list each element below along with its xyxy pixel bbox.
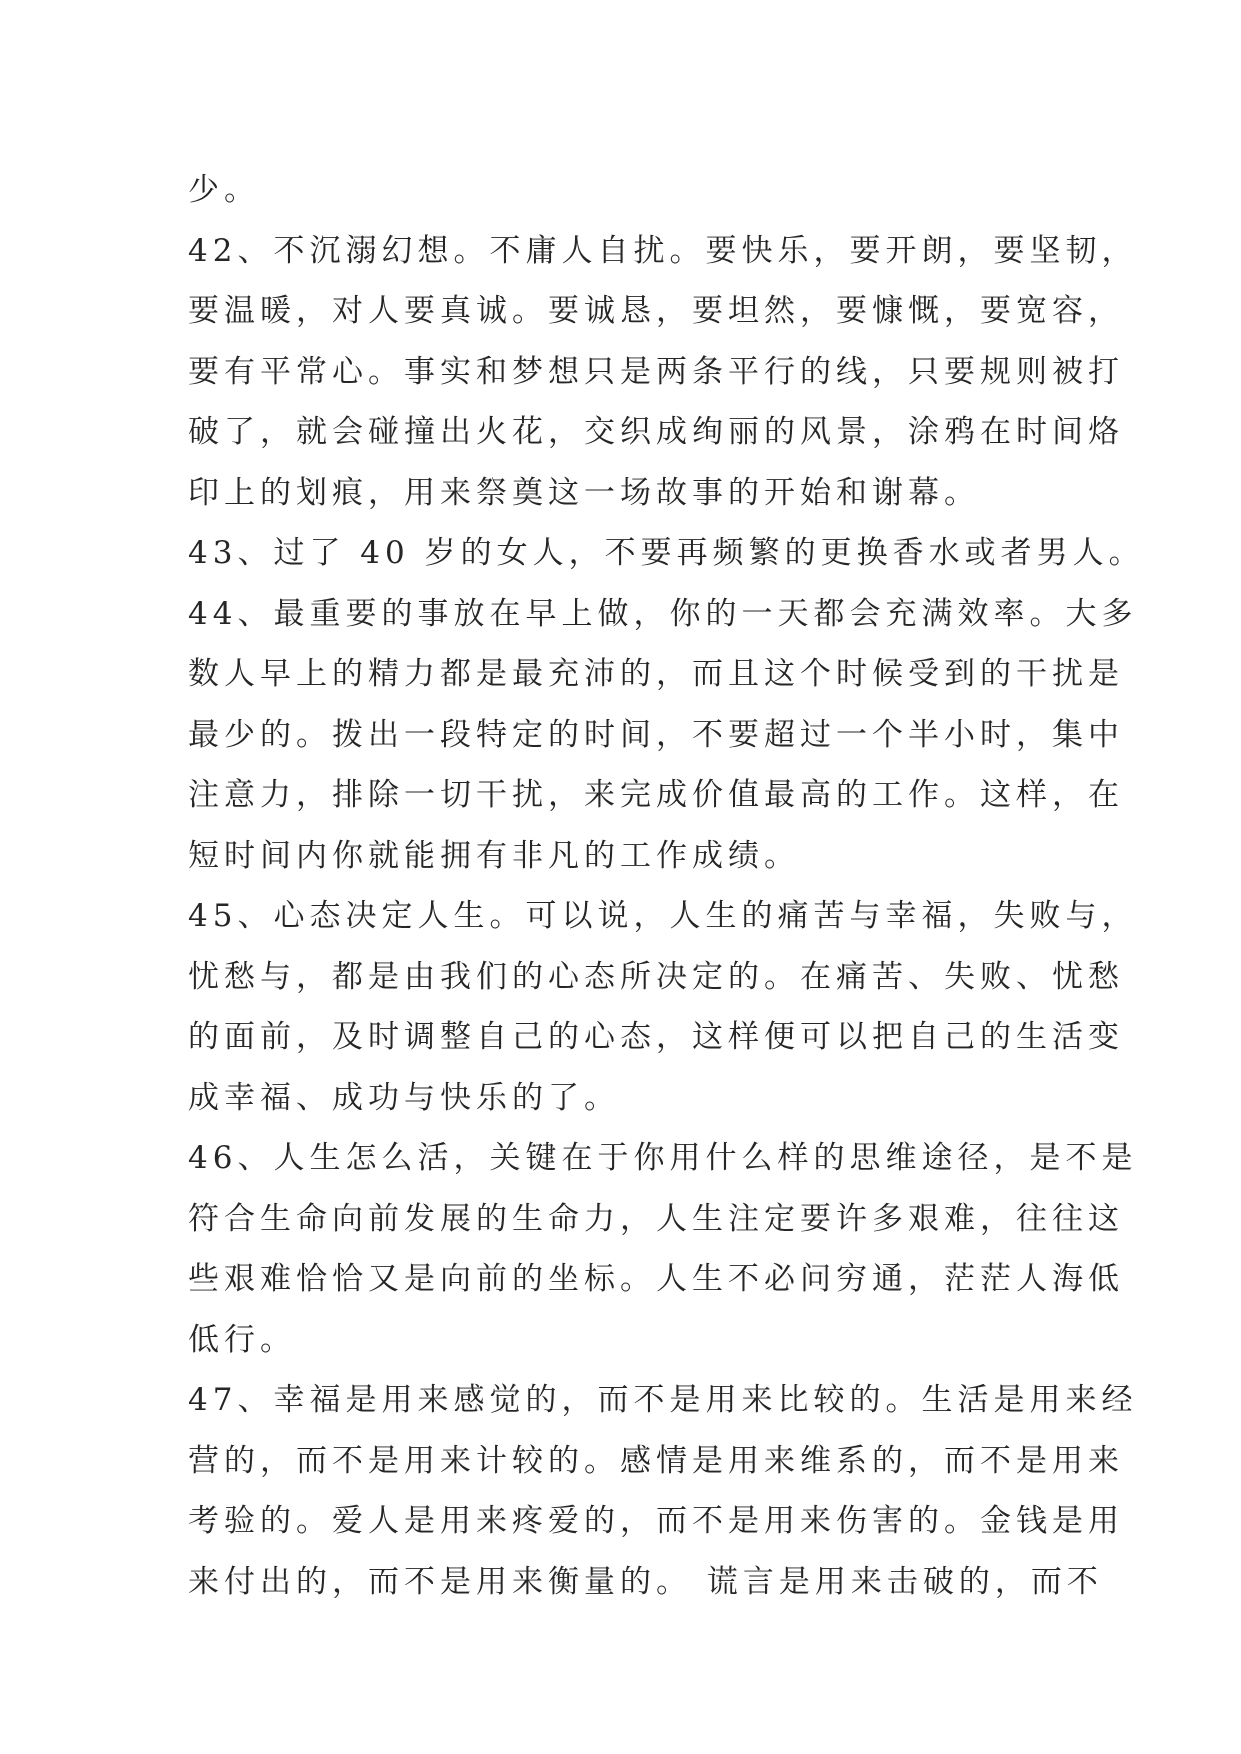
text-line: 47、幸福是用来感觉的，而不是用来比较的。生活是用来经 bbox=[188, 1382, 1138, 1418]
text-line: 42、不沉溺幻想。不庸人自扰。要快乐，要开朗，要坚韧， bbox=[188, 232, 1138, 269]
body-text bbox=[188, 160, 1145, 1612]
text-line: 少。 bbox=[188, 172, 260, 208]
text-line: 忧愁与，都是由我们的心态所决定的。在痛苦、失败、忧愁 bbox=[188, 958, 1124, 995]
text-line: 短时间内你就能拥有非凡的工作成绩。 bbox=[188, 837, 800, 874]
text-line: 符合生命向前发展的生命力，人生注定要许多艰难，往往这 bbox=[188, 1200, 1124, 1237]
text-line: 最少的。拨出一段特定的时间，不要超过一个半小时，集中 bbox=[188, 716, 1124, 753]
text-line: 数人早上的精力都是最充沛的，而且这个时候受到的干扰是 bbox=[188, 656, 1124, 692]
text-line: 考验的。爱人是用来疼爱的，而不是用来伤害的。金钱是用 bbox=[188, 1503, 1124, 1539]
text-line: 43、过了 40 岁的女人，不要再频繁的更换香水或者男人。 bbox=[188, 535, 1145, 571]
text-line: 些艰难恰恰又是向前的坐标。人生不必问穷通，茫茫人海低 bbox=[188, 1261, 1124, 1297]
text-line: 破了，就会碰撞出火花，交织成绚丽的风景，涂鸦在时间烙 bbox=[188, 414, 1124, 450]
text-line: 要有平常心。事实和梦想只是两条平行的线，只要规则被打 bbox=[188, 353, 1124, 390]
text-line: 来付出的，而不是用来衡量的。 谎言是用来击破的，而不 bbox=[188, 1563, 1103, 1600]
text-line: 低行。 bbox=[188, 1321, 296, 1358]
text-line: 44、最重要的事放在早上做，你的一天都会充满效率。大多 bbox=[188, 595, 1138, 632]
text-line: 46、人生怎么活，关键在于你用什么样的思维途径，是不是 bbox=[188, 1140, 1138, 1176]
text-line: 营的，而不是用来计较的。感情是用来维系的，而不是用来 bbox=[188, 1442, 1124, 1479]
text-line: 的面前，及时调整自己的心态，这样便可以把自己的生活变 bbox=[188, 1019, 1124, 1055]
text-line: 注意力，排除一切干扰，来完成价值最高的工作。这样，在 bbox=[188, 777, 1124, 813]
text-line: 45、心态决定人生。可以说，人生的痛苦与幸福，失败与， bbox=[188, 898, 1138, 934]
text-line: 成幸福、成功与快乐的了。 bbox=[188, 1079, 620, 1116]
text-line: 印上的划痕，用来祭奠这一场故事的开始和谢幕。 bbox=[188, 474, 980, 511]
text-line: 要温暖，对人要真诚。要诚恳，要坦然，要慷慨，要宽容， bbox=[188, 293, 1124, 329]
